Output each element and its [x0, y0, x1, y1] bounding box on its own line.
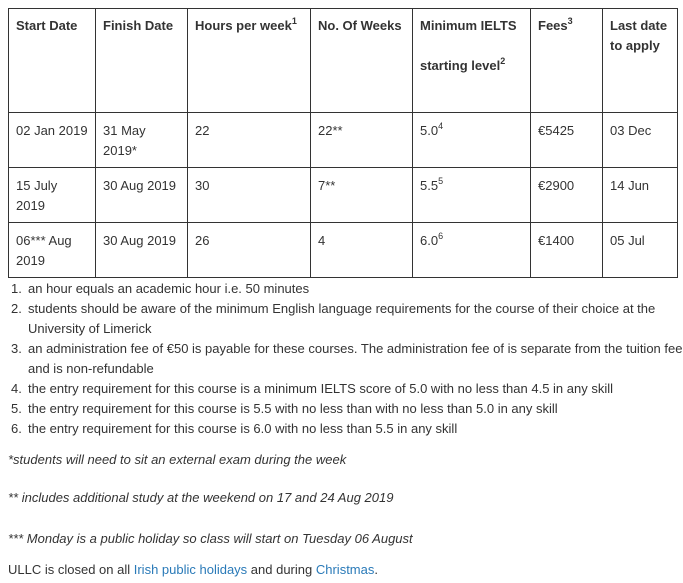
irish-public-holidays-link[interactable]: Irish public holidays — [133, 562, 248, 577]
table-header-row — [9, 9, 678, 113]
cell-finish-date: 30 Aug 2019 — [96, 168, 188, 223]
cell-ielts: $5.0^4$ — [413, 113, 531, 168]
list-item: 2. students should be aware of the minimum English language requirements for the course of their choice at the University of Limerick — [11, 301, 656, 336]
cell-last-date: 14 Jun — [603, 168, 678, 223]
cell-fees: €5425 — [531, 113, 603, 168]
table-row — [9, 223, 678, 278]
cell-hours: 26 — [188, 223, 311, 278]
cell-weeks: 7** — [311, 168, 413, 223]
header-minimum-ielts: Minimum IELTS starting level$^2$ — [413, 9, 531, 113]
footnote-double-asterisk: ** includes additional study at the weekend on 17 and 24 Aug 2019 — [8, 490, 394, 505]
cell-weeks: 4 — [311, 223, 413, 278]
cell-weeks: 22** — [311, 113, 413, 168]
header-finish-date: Finish Date — [96, 9, 188, 113]
header-start-date: Start Date — [9, 9, 96, 113]
header-no-of-weeks: No. Of Weeks — [311, 9, 413, 113]
header-last-date-to-apply: Last date to apply — [603, 9, 678, 113]
cell-ielts: $6.0^6$ — [413, 223, 531, 278]
cell-finish-date: 31 May 2019* — [96, 113, 188, 168]
footnote-single-asterisk: *students will need to sit an external exam during the week — [8, 452, 347, 467]
cell-ielts: $5.5^5$ — [413, 168, 531, 223]
table-row — [9, 168, 678, 223]
course-dates-table — [8, 8, 678, 278]
list-item: 3. an administration fee of €50 is payable for these courses. The administration fee of is separate from the tuition fee and is non-refundable — [11, 341, 683, 376]
cell-start-date: 15 July 2019 — [9, 168, 96, 223]
footnote-ref: 1 — [291, 15, 297, 26]
list-item: 4. the entry requirement for this course is a minimum IELTS score of 5.0 with no less than 4.5 in any skill — [11, 381, 614, 396]
footnote-ref: 3 — [567, 15, 573, 26]
cell-fees: €2900 — [531, 168, 603, 223]
list-item: 5. the entry requirement for this course is 5.5 with no less than with no less than 5.0 in any skill — [11, 401, 558, 416]
list-item: 6. the entry requirement for this course is 6.0 with no less than 5.5 in any skill — [11, 421, 458, 436]
cell-start-date: 02 Jan 2019 — [9, 113, 96, 168]
christmas-link[interactable]: Christmas — [315, 562, 375, 577]
list-item: 1. an hour equals an academic hour i.e. 50 minutes — [11, 281, 310, 296]
footnotes-list — [8, 279, 683, 439]
cell-last-date: 05 Jul — [603, 223, 678, 278]
cell-last-date: 03 Dec — [603, 113, 678, 168]
footnote-triple-asterisk: *** Monday is a public holiday so class will start on Tuesday 06 August — [8, 531, 413, 546]
footnote-ref: 2 — [500, 55, 506, 66]
cell-finish-date: 30 Aug 2019 — [96, 223, 188, 278]
closing-notice: ULLC is closed on all Irish public holidays and during Christmas. — [8, 562, 378, 577]
header-fees: Fees$^3$ — [531, 9, 603, 113]
cell-fees: €1400 — [531, 223, 603, 278]
cell-start-date: 06*** Aug 2019 — [9, 223, 96, 278]
table-row — [9, 113, 678, 168]
cell-hours: 22 — [188, 113, 311, 168]
cell-hours: 30 — [188, 168, 311, 223]
header-hours-per-week: Hours per week$^1$ — [188, 9, 311, 113]
